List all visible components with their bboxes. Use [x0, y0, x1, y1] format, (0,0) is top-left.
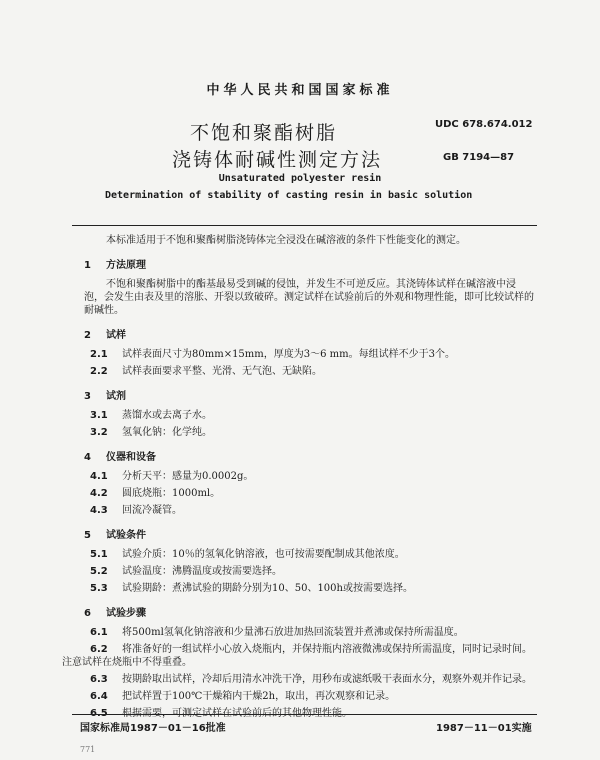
section-number: 2 [84, 330, 91, 341]
item-text: 试样表面尺寸为80mm×15mm，厚度为3～6 mm。每组试样不少于3个。 [122, 349, 455, 360]
document-body [62, 234, 534, 720]
udc-code: UDC 678.674.012 [435, 119, 533, 130]
section-number: 5 [84, 530, 91, 541]
section-number: 4 [84, 452, 91, 463]
item-number: 5.2 [90, 566, 108, 577]
list-item [84, 426, 534, 439]
section-heading [84, 259, 534, 272]
item-continuation: 注意试样在烧瓶中不得重叠。 [62, 657, 192, 668]
title-line-1: 不饱和聚酯树脂 [190, 122, 338, 144]
english-title-1: Unsaturated polyester resin [218, 173, 382, 184]
list-item [84, 470, 534, 483]
list-item [84, 504, 534, 517]
item-text: 回流冷凝管。 [122, 505, 182, 516]
top-divider [72, 225, 537, 226]
section-title: 仪器和设备 [106, 452, 156, 463]
item-number: 4.1 [90, 471, 108, 482]
item-text: 将准备好的一组试样小心放入烧瓶内，并保持瓶内溶液微沸或保持所需温度，同时记录时间。 [122, 644, 532, 655]
item-number: 2.2 [90, 366, 108, 377]
approval-date: 国家标准局1987－01－16批准 [80, 723, 226, 734]
section-title: 试验条件 [106, 530, 146, 541]
item-number: 5.1 [90, 549, 108, 560]
section-heading [84, 390, 534, 403]
item-text: 把试样置于100℃干燥箱内干燥2h，取出，再次观察和记录。 [122, 691, 396, 702]
list-item [84, 365, 534, 378]
item-text: 蒸馏水或去离子水。 [122, 410, 212, 421]
section-heading [84, 329, 534, 342]
item-text: 圆底烧瓶：1000ml。 [122, 488, 221, 499]
bottom-divider [72, 714, 537, 715]
list-item [84, 487, 534, 500]
item-number: 6.5 [90, 708, 108, 719]
item-number: 4.2 [90, 488, 108, 499]
section-paragraph: 不饱和聚酯树脂中的酯基最易受到碱的侵蚀，并发生不可逆反应。其浇铸体试样在碱溶液中浸泡，会发生由表及里的溶胀、开裂以致破碎。测定试样在试验前后的外观和物理性能，即可比较试样的耐碱性。 [84, 279, 534, 316]
page-number: 771 [80, 745, 96, 754]
item-number: 6.2 [90, 644, 108, 655]
list-item [84, 690, 534, 703]
section-heading [84, 529, 534, 542]
section-heading [84, 451, 534, 464]
item-number: 5.3 [90, 583, 108, 594]
section-title: 试样 [106, 330, 126, 341]
section-title: 试剂 [106, 391, 126, 402]
list-item [84, 582, 534, 595]
section-number: 1 [84, 260, 91, 271]
section-number: 3 [84, 391, 91, 402]
item-number: 6.3 [90, 674, 108, 685]
item-text: 试样表面要求平整、光滑、无气泡、无缺陷。 [122, 366, 322, 377]
intro-paragraph: 本标准适用于不饱和聚酯树脂浇铸体完全浸没在碱溶液的条件下性能变化的测定。 [106, 235, 466, 246]
list-item [84, 548, 534, 561]
country-standard-heading: 中华人民共和国国家标准 [206, 83, 394, 98]
item-text: 试验温度：沸腾温度或按需要选择。 [122, 566, 282, 577]
list-item [84, 673, 534, 686]
item-number: 2.1 [90, 349, 108, 360]
item-text: 分析天平：感量为0.0002g。 [122, 471, 254, 482]
item-text: 氢氧化钠：化学纯。 [122, 427, 212, 438]
section-title: 方法原理 [106, 260, 146, 271]
item-text: 将500ml氢氧化钠溶液和少量沸石放进加热回流装置并煮沸或保持所需温度。 [122, 627, 464, 638]
item-text: 试验期龄：煮沸试验的期龄分别为10、50、100h或按需要选择。 [122, 583, 413, 594]
item-number: 3.1 [90, 410, 108, 421]
section-title: 试验步骤 [106, 608, 146, 619]
english-title-2: Determination of stability of casting resin in basic solution [105, 190, 473, 201]
effective-date: 1987－11－01实施 [436, 723, 532, 734]
section-number: 6 [84, 608, 91, 619]
item-text: 试验介质：10％的氢氧化钠溶液，也可按需要配制成其他浓度。 [122, 549, 405, 560]
gb-code: GB 7194—87 [443, 152, 515, 163]
title-line-2: 浇铸体耐碱性测定方法 [172, 149, 383, 171]
item-number: 6.4 [90, 691, 108, 702]
section-heading [84, 607, 534, 620]
item-text: 按期龄取出试样，冷却后用清水冲洗干净，用秒布或滤纸吸干表面水分，观察外观并作记录。 [122, 674, 532, 685]
item-number: 6.1 [90, 627, 108, 638]
list-item [84, 409, 534, 422]
list-item [84, 565, 534, 578]
item-text: 根据需要，可测定试样在试验前后的其他物理性能。 [122, 708, 352, 719]
list-item [84, 643, 534, 656]
item-number: 4.3 [90, 505, 108, 516]
list-item [84, 348, 534, 361]
list-item [84, 626, 534, 639]
item-number: 3.2 [90, 427, 108, 438]
